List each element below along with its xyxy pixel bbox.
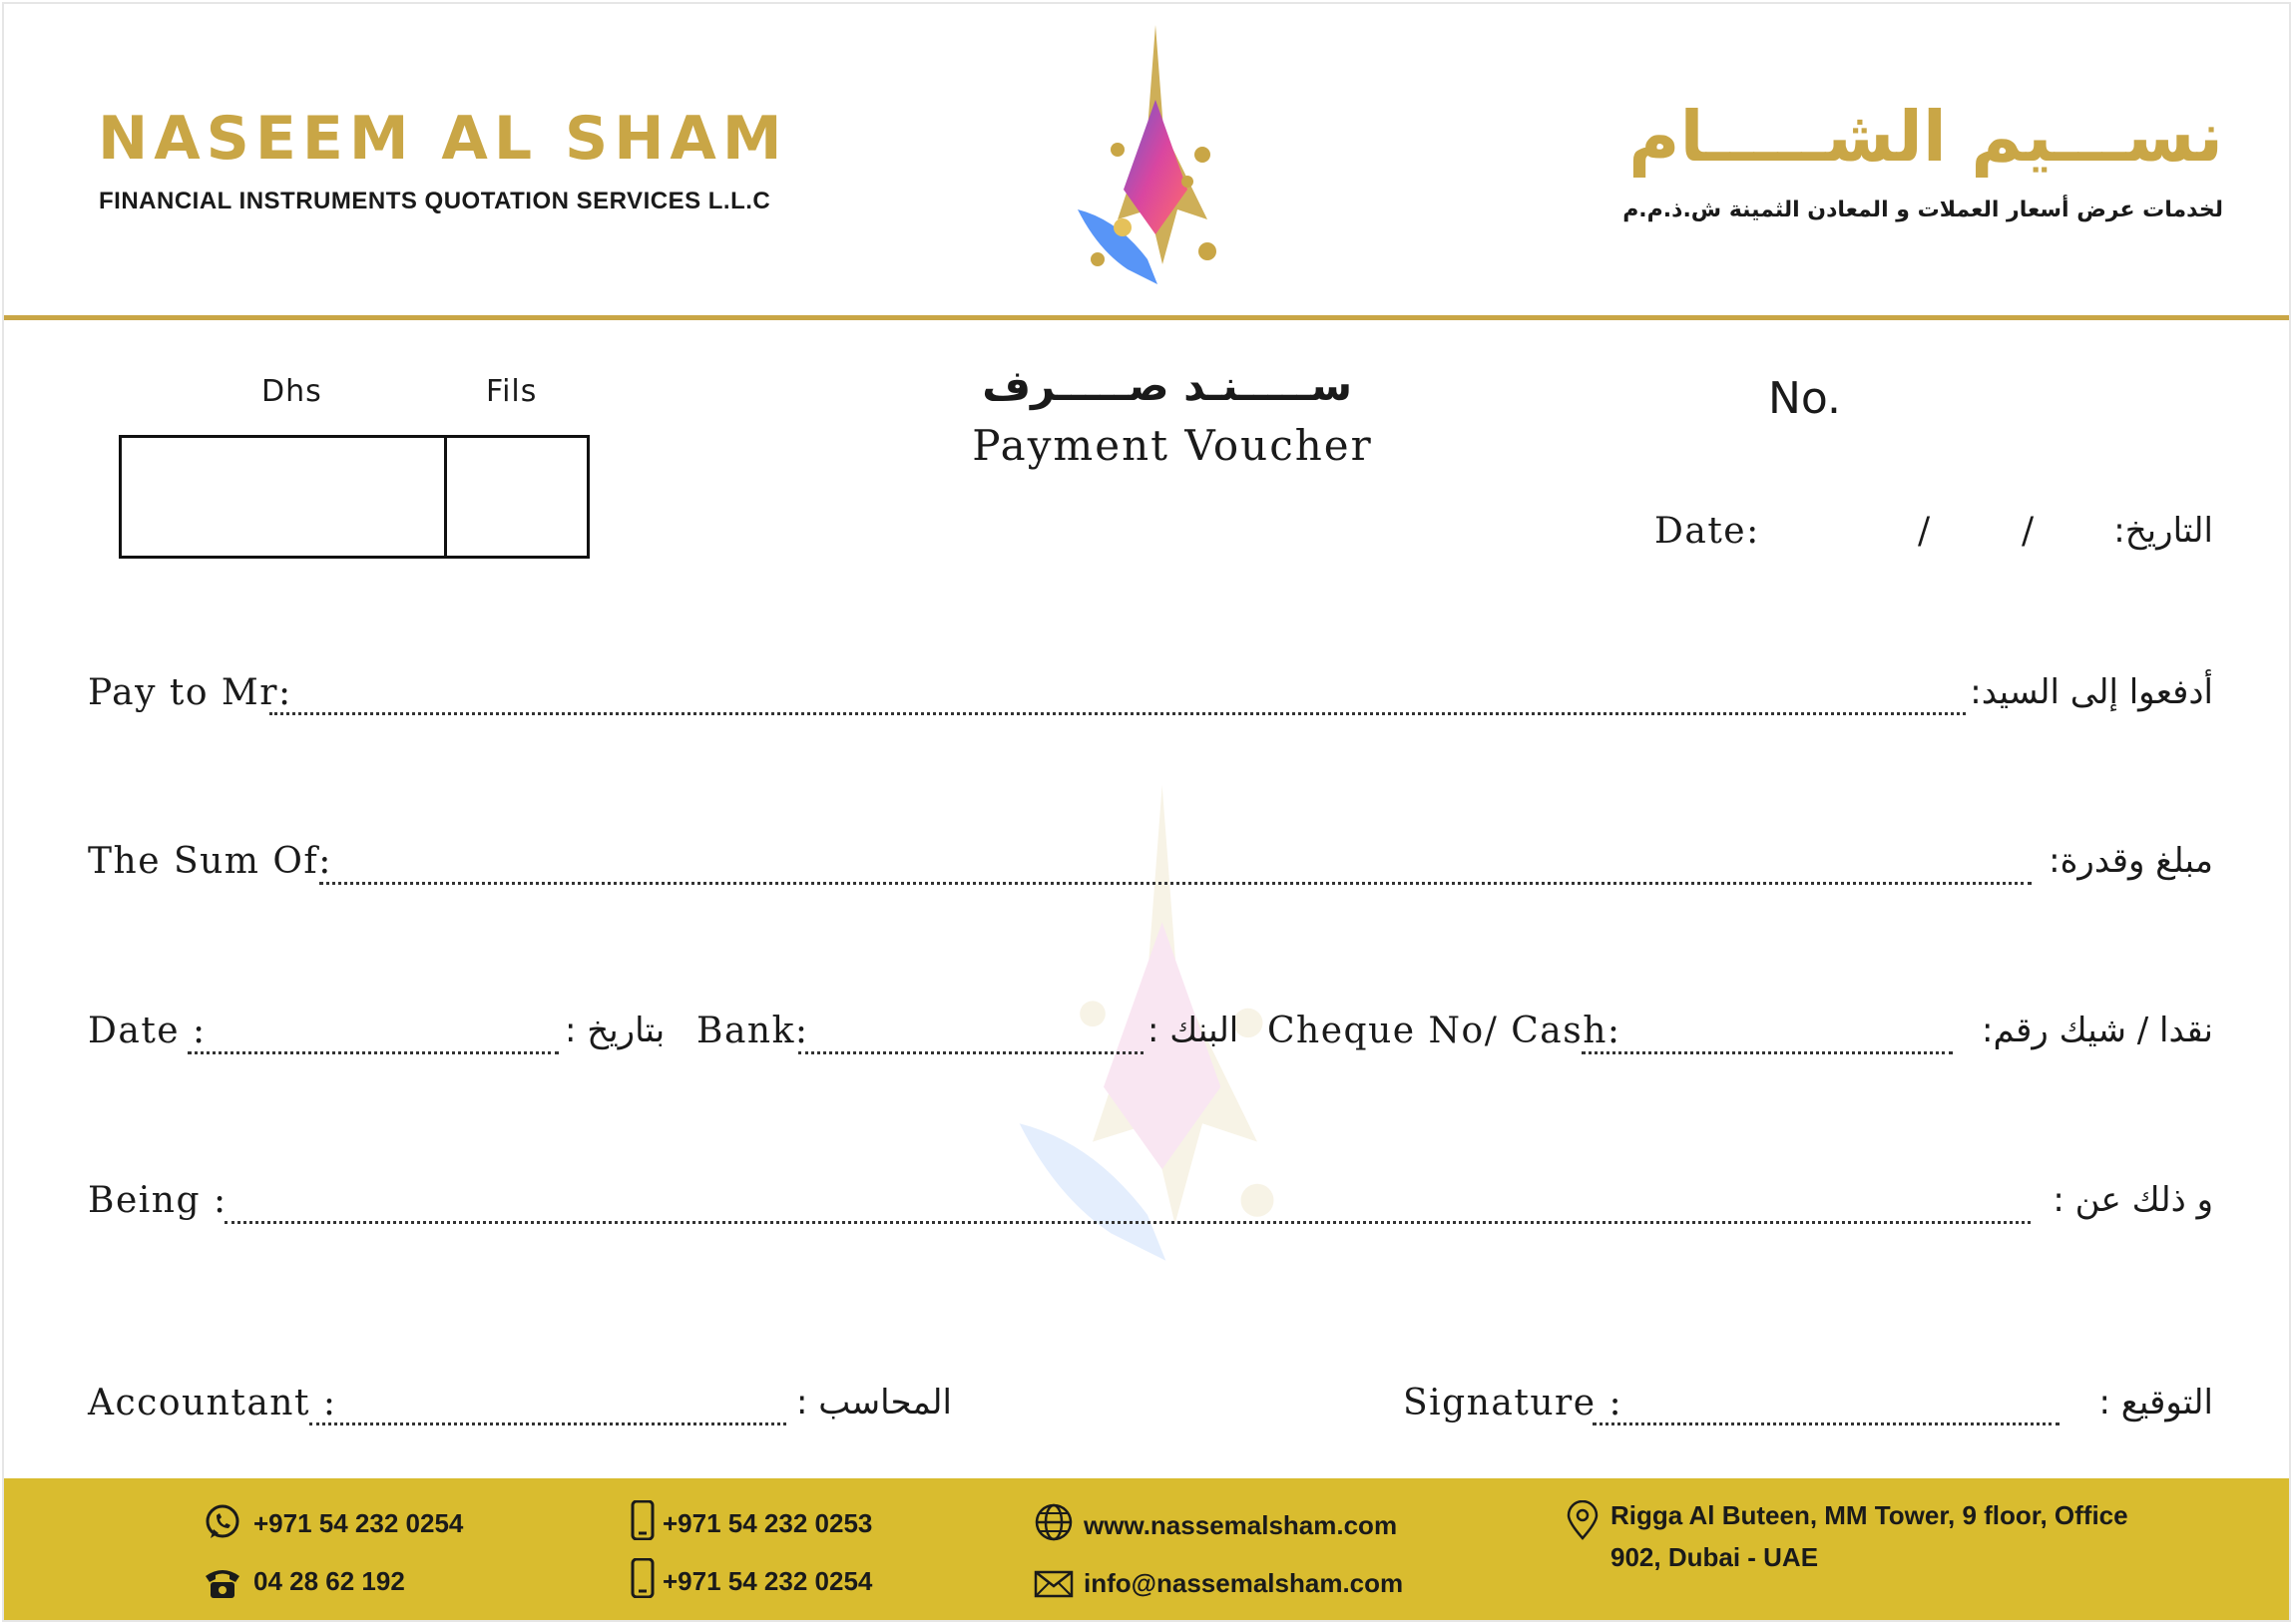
accountant-label-en: Accountant :	[88, 1383, 337, 1423]
amount-box[interactable]	[119, 435, 590, 559]
website-link[interactable]: www.nassemalsham.com	[1084, 1510, 1398, 1540]
cheque-date-label-en: Date :	[88, 1011, 207, 1051]
globe-icon	[1034, 1502, 1074, 1542]
cheque-field[interactable]	[1582, 1051, 1953, 1054]
landline-number[interactable]: 04 28 62 192	[253, 1566, 405, 1596]
mobile-phone-icon	[623, 1500, 663, 1540]
company-name-en: NASEEM AL SHAM	[98, 104, 788, 174]
envelope-icon	[1034, 1564, 1074, 1604]
mobile-number-2[interactable]: +971 54 232 0254	[663, 1566, 873, 1596]
company-subtitle-ar: لخدمات عرض أسعار العملات و المعادن الثمينة ش.ذ.م.م	[1622, 198, 2223, 222]
pay-to-field[interactable]	[269, 712, 1966, 715]
mobile-number-1[interactable]: +971 54 232 0253	[663, 1508, 873, 1538]
pay-to-label-en: Pay to Mr:	[88, 672, 292, 713]
date-separator-2: /	[2022, 511, 2036, 552]
whatsapp-icon	[203, 1502, 242, 1542]
bank-label-ar: : البنك	[1147, 1011, 1239, 1050]
being-label-en: Being :	[88, 1180, 228, 1221]
address-line-1: Rigga Al Buteen, MM Tower, 9 floor, Office	[1610, 1500, 2128, 1530]
signature-field[interactable]	[1593, 1422, 2060, 1425]
date-label-en: Date:	[1654, 511, 1760, 552]
whatsapp-number[interactable]: +971 54 232 0254	[253, 1508, 464, 1538]
signature-label-ar: التوقيع :	[2098, 1383, 2213, 1422]
telephone-icon	[203, 1562, 242, 1602]
bank-field[interactable]	[798, 1051, 1144, 1054]
footer-bar	[4, 1478, 2289, 1620]
pay-to-label-ar: أدفعوا إلى السيد:	[1970, 672, 2213, 712]
cheque-label-ar: نقدا / شيك رقم:	[1982, 1011, 2213, 1050]
signature-label-en: Signature :	[1403, 1383, 1623, 1423]
voucher-number-label: No.	[1768, 373, 1842, 424]
address-line-2: 902, Dubai - UAE	[1610, 1542, 1819, 1572]
cheque-date-label-ar: : بتاريخ	[565, 1011, 666, 1050]
cheque-label-en: Cheque No/ Cash:	[1267, 1011, 1621, 1051]
date-label-ar: التاريخ:	[2113, 511, 2213, 551]
voucher-title-ar: ســـــنـد صـــــرف	[982, 361, 1352, 410]
header-divider	[4, 315, 2289, 320]
sum-label-en: The Sum Of:	[88, 841, 332, 882]
company-subtitle-en: FINANCIAL INSTRUMENTS QUOTATION SERVICES L.L.C	[99, 188, 771, 214]
being-label-ar: و ذلك عن :	[2053, 1180, 2213, 1220]
voucher-title-en: Payment Voucher	[972, 421, 1373, 470]
being-field[interactable]	[225, 1221, 2031, 1224]
mobile-phone-icon-2	[623, 1558, 663, 1598]
location-pin-icon	[1563, 1500, 1603, 1540]
cheque-date-field[interactable]	[188, 1051, 559, 1054]
amount-label-dhs: Dhs	[261, 374, 322, 409]
bank-label-en: Bank:	[696, 1011, 809, 1051]
date-separator-1: /	[1918, 511, 1932, 552]
tower-coins-logo-icon	[1058, 20, 1237, 294]
sum-field[interactable]	[319, 882, 2032, 885]
amount-box-divider	[444, 438, 447, 556]
accountant-field[interactable]	[309, 1422, 786, 1425]
amount-label-fils: Fils	[486, 374, 538, 409]
accountant-label-ar: : المحاسب	[796, 1383, 952, 1422]
email-link[interactable]: info@nassemalsham.com	[1084, 1568, 1404, 1598]
company-name-ar: نســـيم الشـــــام	[1628, 96, 2223, 178]
sum-label-ar: مبلغ وقدرة:	[2049, 841, 2213, 881]
